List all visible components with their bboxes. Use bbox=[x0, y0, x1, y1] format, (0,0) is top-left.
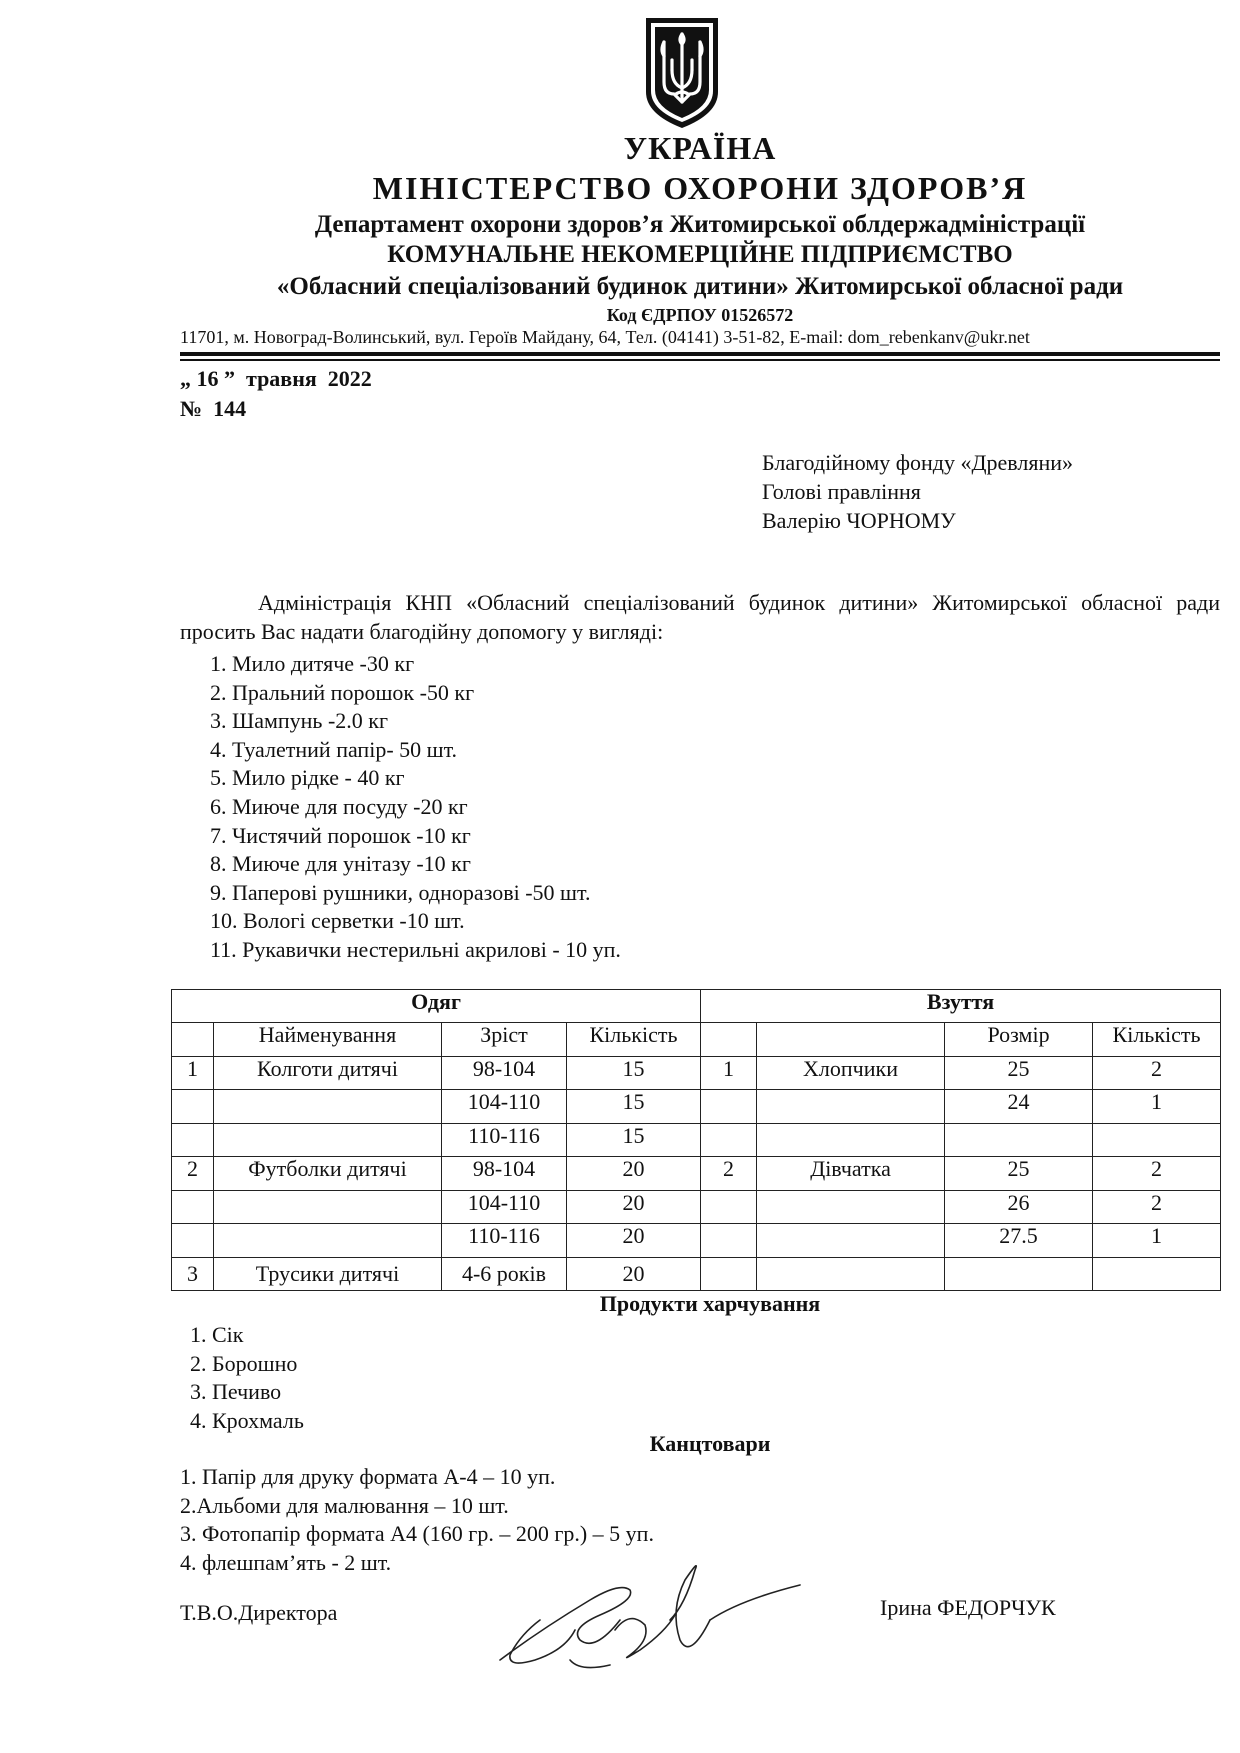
list-item: 3. Печиво bbox=[190, 1379, 282, 1405]
table-row bbox=[172, 1257, 1221, 1291]
list-item: 2.Альбоми для малювання – 10 шт. bbox=[180, 1492, 509, 1518]
list-item: 4. Туалетний папір- 50 шт. bbox=[210, 736, 458, 762]
list-item: 10. Вологі серветки -10 шт. bbox=[210, 908, 465, 934]
contact-address: 11701, м. Новоград-Волинський, вул. Героїв Майдану, 64, Тел. (04141) 3-51-82, E-mail: dom_rebenkanv@ukr.net bbox=[180, 327, 1030, 347]
ministry-title: МІНІСТЕРСТВО ОХОРОНИ ЗДОРОВ’Я bbox=[372, 170, 1028, 206]
list-item: 3. Шампунь -2.0 кг bbox=[210, 708, 388, 734]
table-cell: Хлопчики bbox=[757, 1056, 945, 1089]
coat-of-arms-icon bbox=[642, 14, 722, 132]
table-cell bbox=[1093, 1257, 1221, 1291]
table-cell: 110-116 bbox=[442, 1123, 567, 1156]
list-item: 3. Фотопапір формата А4 (160 гр. – 200 гр.) – 5 уп. bbox=[180, 1521, 654, 1547]
addressee-block bbox=[762, 448, 1073, 535]
table-cell: Дівчатка bbox=[757, 1157, 945, 1190]
table-cell bbox=[172, 1190, 214, 1223]
column-header: Зріст bbox=[442, 1023, 567, 1056]
addressee-line: Благодійному фонду «Древляни» bbox=[762, 450, 1074, 475]
table-cell bbox=[172, 1090, 214, 1123]
table-row bbox=[172, 1190, 1221, 1223]
table-cell bbox=[701, 1257, 757, 1291]
country-title: УКРАЇНА bbox=[623, 130, 777, 166]
list-item: 6. Миюче для посуду -20 кг bbox=[210, 793, 468, 819]
clothing-footwear-table bbox=[171, 989, 1221, 1291]
request-paragraph: Адміністрація КНП «Обласний спеціалізований будинок дитини» Житомирської обласної ради просить Вас надати благодійну допомогу у вигляді: bbox=[180, 590, 1220, 644]
table-cell bbox=[701, 1190, 757, 1223]
table-cell: 15 bbox=[567, 1090, 701, 1123]
table-cell: Трусики дитячі bbox=[214, 1257, 442, 1291]
table-cell: 1 bbox=[1093, 1224, 1221, 1257]
table-cell: 2 bbox=[1093, 1157, 1221, 1190]
table-cell bbox=[757, 1123, 945, 1156]
table-cell: Колготи дитячі bbox=[214, 1056, 442, 1089]
column-header: Кількість bbox=[567, 1023, 701, 1056]
table-row bbox=[172, 1157, 1221, 1190]
header-divider-thin bbox=[180, 359, 1220, 361]
supplies-list bbox=[210, 650, 621, 965]
addressee-line: Валерію ЧОРНОМУ bbox=[762, 508, 956, 533]
clothing-header: Одяг bbox=[172, 990, 701, 1023]
table-cell: 20 bbox=[567, 1157, 701, 1190]
table-cell: 3 bbox=[172, 1257, 214, 1291]
table-cell: 2 bbox=[172, 1157, 214, 1190]
table-cell: 1 bbox=[1093, 1090, 1221, 1123]
list-item: 9. Паперові рушники, одноразові -50 шт. bbox=[210, 879, 591, 905]
table-cell bbox=[701, 1123, 757, 1156]
table-cell bbox=[757, 1257, 945, 1291]
table-cell bbox=[1093, 1123, 1221, 1156]
registry-code: Код ЄДРПОУ 01526572 bbox=[606, 305, 794, 325]
addressee-line: Голові правління bbox=[762, 479, 921, 504]
food-list bbox=[190, 1321, 304, 1435]
table-cell bbox=[701, 1090, 757, 1123]
table-cell: 25 bbox=[945, 1056, 1093, 1089]
table-cell: 15 bbox=[567, 1123, 701, 1156]
footwear-header: Взуття bbox=[701, 990, 1221, 1023]
enterprise-type: КОМУНАЛЬНЕ НЕКОМЕРЦІЙНЕ ПІДПРИЄМСТВО bbox=[387, 241, 1013, 268]
food-section-title: Продукти харчування bbox=[599, 1291, 821, 1316]
table-cell: 20 bbox=[567, 1257, 701, 1291]
table-row bbox=[172, 1123, 1221, 1156]
signatory-name: Ірина ФЕДОРЧУК bbox=[880, 1595, 1056, 1620]
list-item: 5. Мило рідке - 40 кг bbox=[210, 765, 405, 791]
table-cell: 2 bbox=[1093, 1056, 1221, 1089]
table-cell bbox=[945, 1257, 1093, 1291]
list-item: 1. Мило дитяче -30 кг bbox=[210, 651, 415, 676]
column-header: Найменування bbox=[214, 1023, 442, 1056]
list-item: 2. Борошно bbox=[190, 1350, 298, 1376]
stationery-section-title: Канцтовари bbox=[649, 1431, 771, 1456]
table-cell: 110-116 bbox=[442, 1224, 567, 1257]
table-cell bbox=[701, 1023, 757, 1056]
table-cell: 104-110 bbox=[442, 1190, 567, 1223]
table-cell bbox=[757, 1023, 945, 1056]
header-divider-thick bbox=[180, 352, 1220, 356]
table-cell: 2 bbox=[701, 1157, 757, 1190]
list-item: 8. Миюче для унітазу -10 кг bbox=[210, 851, 471, 877]
table-cell bbox=[757, 1190, 945, 1223]
table-cell: 20 bbox=[567, 1190, 701, 1223]
table-cell bbox=[214, 1090, 442, 1123]
table-cell: 15 bbox=[567, 1056, 701, 1089]
list-item: 7. Чистячий порошок -10 кг bbox=[210, 822, 471, 848]
letter-number: № 144 bbox=[180, 396, 247, 421]
table-cell: 98-104 bbox=[442, 1056, 567, 1089]
list-item: 2. Пральний порошок -50 кг bbox=[210, 679, 475, 705]
table-cell: 20 bbox=[567, 1224, 701, 1257]
table-cell bbox=[945, 1123, 1093, 1156]
table-cell bbox=[172, 1123, 214, 1156]
list-item: 1. Папір для друку формата А-4 – 10 уп. bbox=[180, 1464, 556, 1489]
table-cell bbox=[757, 1224, 945, 1257]
table-cell: 24 bbox=[945, 1090, 1093, 1123]
list-item: 4. флешпам’ять - 2 шт. bbox=[180, 1549, 392, 1575]
table-cell bbox=[172, 1224, 214, 1257]
table-cell: 104-110 bbox=[442, 1090, 567, 1123]
column-header: Розмір bbox=[945, 1023, 1093, 1056]
table-row bbox=[172, 1224, 1221, 1257]
table-cell: Футболки дитячі bbox=[214, 1157, 442, 1190]
table-cell: 27.5 bbox=[945, 1224, 1093, 1257]
letter-date: „ 16 ” травня 2022 bbox=[180, 366, 372, 391]
table-cell bbox=[172, 1023, 214, 1056]
table-cell: 25 bbox=[945, 1157, 1093, 1190]
table-row bbox=[172, 990, 1221, 1023]
table-cell bbox=[214, 1224, 442, 1257]
table-cell bbox=[701, 1224, 757, 1257]
enterprise-name: «Обласний спеціалізований будинок дитини» Житомирської обласної ради bbox=[276, 273, 1124, 300]
table-row bbox=[172, 1090, 1221, 1123]
list-item: 1. Сік bbox=[190, 1322, 244, 1347]
table-cell bbox=[214, 1190, 442, 1223]
table-cell: 2 bbox=[1093, 1190, 1221, 1223]
table-cell: 4-6 років bbox=[442, 1257, 567, 1291]
table-cell: 26 bbox=[945, 1190, 1093, 1223]
table-row bbox=[172, 1023, 1221, 1056]
list-item: 11. Рукавички нестерильні акрилові - 10 уп. bbox=[210, 936, 621, 962]
column-header: Кількість bbox=[1093, 1023, 1221, 1056]
list-item: 4. Крохмаль bbox=[190, 1407, 304, 1433]
table-cell bbox=[214, 1123, 442, 1156]
handwritten-signature-icon bbox=[480, 1560, 820, 1680]
table-cell: 1 bbox=[172, 1056, 214, 1089]
table-cell bbox=[757, 1090, 945, 1123]
department-title: Департамент охорони здоров’я Житомирської облдержадміністрації bbox=[314, 211, 1086, 238]
table-cell: 98-104 bbox=[442, 1157, 567, 1190]
table-cell: 1 bbox=[701, 1056, 757, 1089]
signatory-position: Т.В.О.Директора bbox=[180, 1600, 338, 1625]
table-row bbox=[172, 1056, 1221, 1089]
